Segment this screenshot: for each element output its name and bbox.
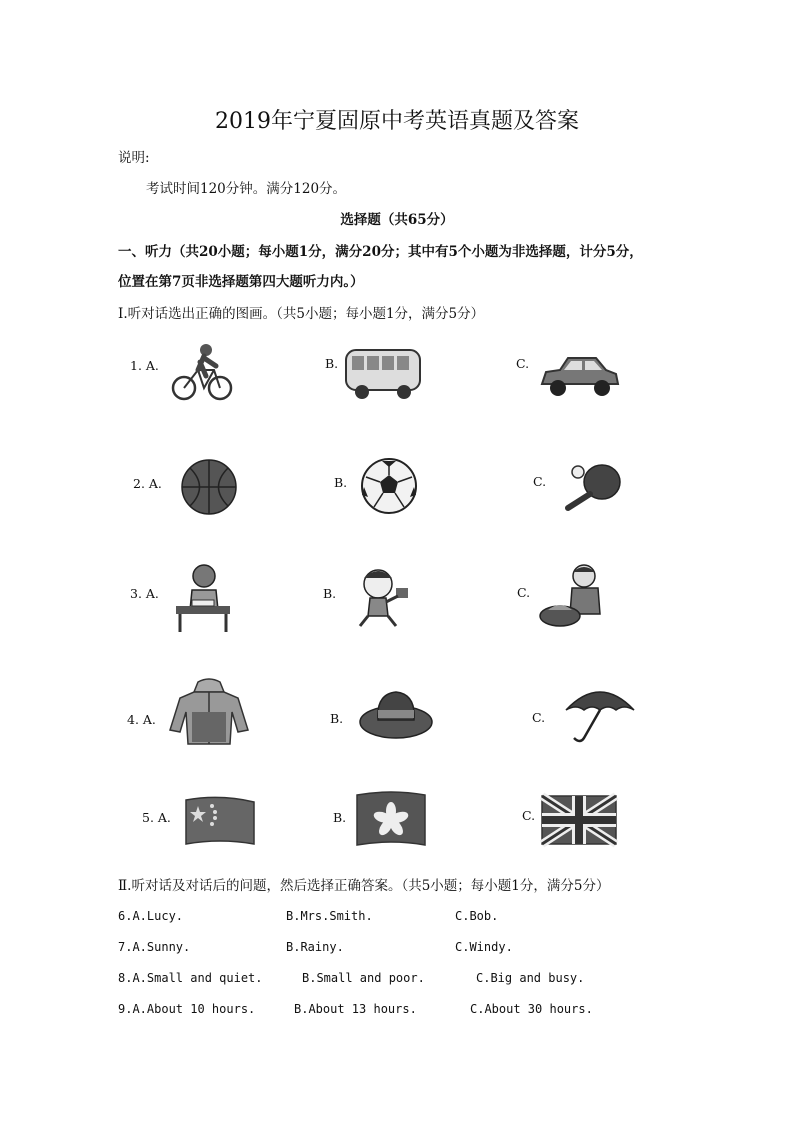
q7-option-c: C.Windy.: [455, 940, 513, 954]
boy-washing-icon: [538, 562, 614, 630]
q2-label-b: B.: [334, 475, 348, 490]
sub2-heading: Ⅱ.听对话及对话后的问题，然后选择正确答案。（共5小题；每小题1分，满分5分）: [118, 878, 610, 894]
soccer-ball-icon: [360, 457, 418, 515]
q5-label-c: C.: [522, 808, 536, 823]
boy-playing-icon: [352, 566, 414, 632]
q5-label-b: B.: [333, 810, 347, 825]
q3-label-c: C.: [517, 585, 531, 600]
part1-line2: 位置在第7页非选择题第四大题听力内。）: [118, 274, 364, 290]
q3-label-a: 3. A.: [130, 586, 159, 601]
instructions-text: 考试时间120分钟。满分120分。: [146, 181, 347, 197]
q4-label-a: 4. A.: [127, 712, 156, 727]
page-title: 2019年宁夏固原中考英语真题及答案: [215, 109, 579, 134]
q7-option-a: 7.A.Sunny.: [118, 940, 191, 954]
q4-label-c: C.: [532, 710, 546, 725]
q6-option-c: C.Bob.: [455, 909, 499, 923]
boy-studying-icon: [172, 562, 234, 634]
basketball-icon: [180, 458, 238, 516]
q1-label-a: 1. A.: [130, 358, 159, 373]
section-title: 选择题（共65分）: [340, 212, 454, 228]
q2-label-a: 2. A.: [133, 476, 162, 491]
ping-pong-icon: [558, 460, 626, 514]
umbrella-icon: [562, 684, 638, 744]
q6-option-a: 6.A.Lucy.: [118, 909, 184, 923]
cyclist-icon: [170, 340, 234, 404]
q8-option-b: B.Small and poor.: [302, 971, 425, 985]
q4-label-b: B.: [330, 711, 344, 726]
china-flag-icon: [184, 796, 256, 848]
jacket-icon: [168, 678, 250, 746]
q7-option-b: B.Rainy.: [286, 940, 344, 954]
q9-option-b: B.About 13 hours.: [294, 1002, 417, 1016]
q8-option-a: 8.A.Small and quiet.: [118, 971, 263, 985]
q2-label-c: C.: [533, 474, 547, 489]
instructions-label: 说明:: [118, 150, 150, 166]
q9-option-c: C.About 30 hours.: [470, 1002, 593, 1016]
q5-label-a: 5. A.: [142, 810, 171, 825]
q9-option-a: 9.A.About 10 hours.: [118, 1002, 256, 1016]
bus-icon: [344, 346, 422, 402]
part1-line1: 一、听力（共20小题；每小题1分，满分20分；其中有5个小题为非选择题，计分5分，: [118, 244, 643, 260]
hat-icon: [358, 688, 434, 742]
q1-label-c: C.: [516, 356, 530, 371]
uk-flag-icon: [540, 794, 618, 846]
sub1-heading: Ⅰ.听对话选出正确的图画。（共5小题；每小题1分，满分5分）: [118, 306, 485, 322]
q1-label-b: B.: [325, 356, 339, 371]
car-icon: [538, 350, 620, 400]
hong-kong-flag-icon: [355, 791, 427, 849]
q3-label-b: B.: [323, 586, 337, 601]
q8-option-c: C.Big and busy.: [476, 971, 585, 985]
q6-option-b: B.Mrs.Smith.: [286, 909, 373, 923]
